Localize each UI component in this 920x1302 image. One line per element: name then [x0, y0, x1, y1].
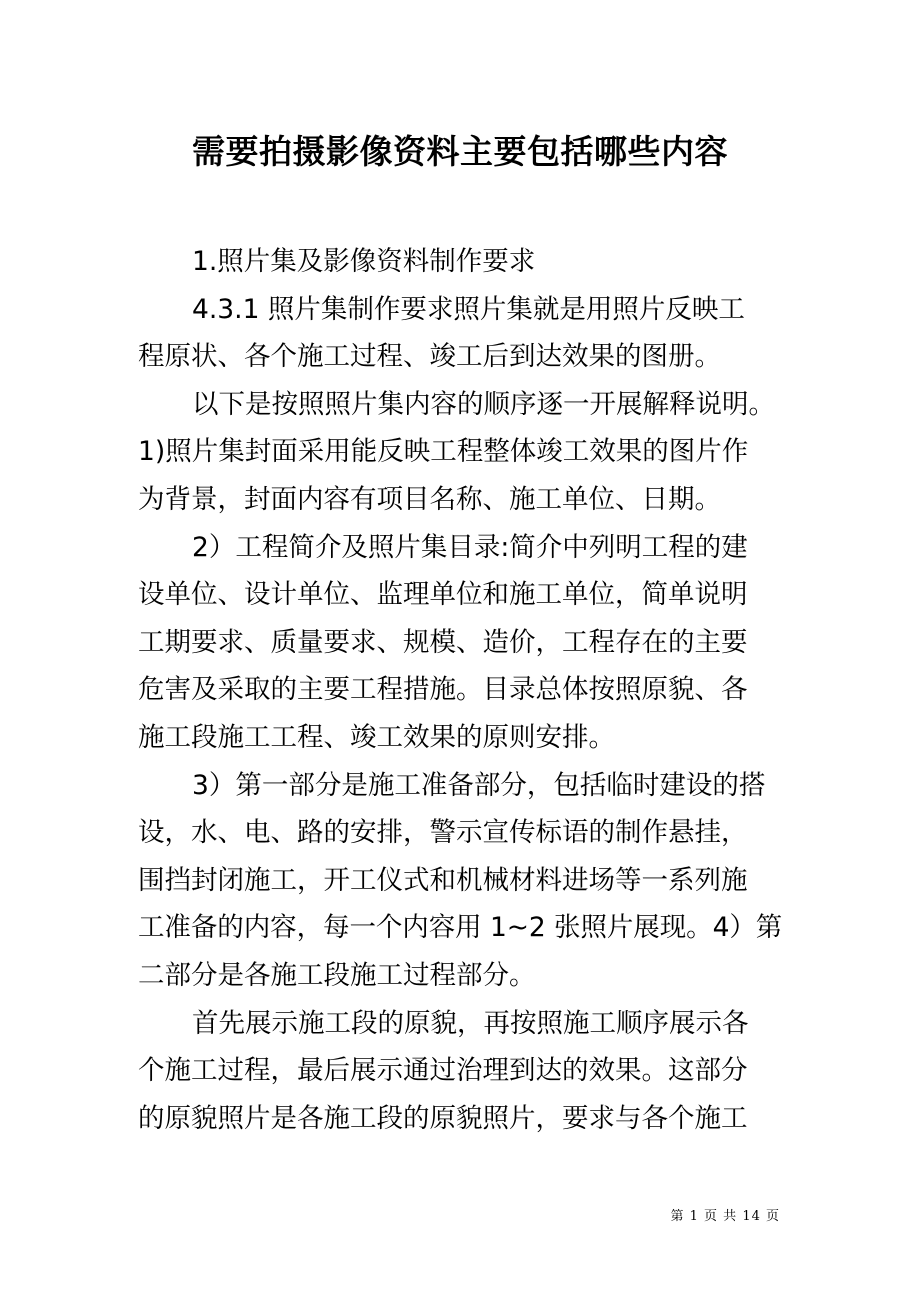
body-line-13: 设，水、电、路的安排，警示宣传标语的制作悬挂， — [138, 817, 748, 849]
body-line-1: 1.照片集及影像资料制作要求 — [192, 246, 536, 277]
document-body — [138, 238, 782, 1142]
body-line-4: 以下是按照照片集内容的顺序逐一开展解释说明。 — [192, 388, 775, 420]
body-line-3: 程原状、各个施工过程、竣工后到达效果的图册。 — [138, 341, 721, 373]
body-line-9: 工期要求、质量要求、规模、造价，工程存在的主要 — [138, 626, 748, 658]
body-line-10: 危害及采取的主要工程措施。目录总体按照原貌、各 — [138, 674, 748, 706]
body-line-12: 3）第一部分是施工准备部分，包括临时建设的搭 — [192, 769, 766, 801]
body-line-6: 为背景，封面内容有项目名称、施工单位、日期。 — [138, 483, 721, 515]
body-line-18: 个施工过程，最后展示通过治理到达的效果。这部分 — [138, 1055, 748, 1087]
page-title: 需要拍摄影像资料主要包括哪些内容 — [192, 132, 728, 171]
body-line-15: 工准备的内容，每一个内容用 1~2 张照片展现。4）第 — [138, 912, 783, 944]
body-line-2: 4.3.1 照片集制作要求照片集就是用照片反映工 — [192, 293, 745, 325]
body-line-7: 2）工程简介及照片集目录:简介中列明工程的建 — [192, 531, 748, 563]
body-line-14: 围挡封闭施工，开工仪式和机械材料进场等一系列施 — [138, 864, 748, 896]
body-line-5: 1)照片集封面采用能反映工程整体竣工效果的图片作 — [138, 436, 749, 468]
body-line-16: 二部分是各施工段施工过程部分。 — [138, 959, 536, 991]
page-number-footer: 第 1 页 共 14 页 — [670, 1209, 780, 1224]
body-line-11: 施工段施工工程、竣工效果的原则安排。 — [138, 721, 615, 753]
body-line-17: 首先展示施工段的原貌，再按照施工顺序展示各 — [192, 1007, 749, 1039]
body-line-19: 的原貌照片是各施工段的原貌照片，要求与各个施工 — [138, 1102, 748, 1134]
body-line-8: 设单位、设计单位、监理单位和施工单位，简单说明 — [138, 579, 748, 611]
